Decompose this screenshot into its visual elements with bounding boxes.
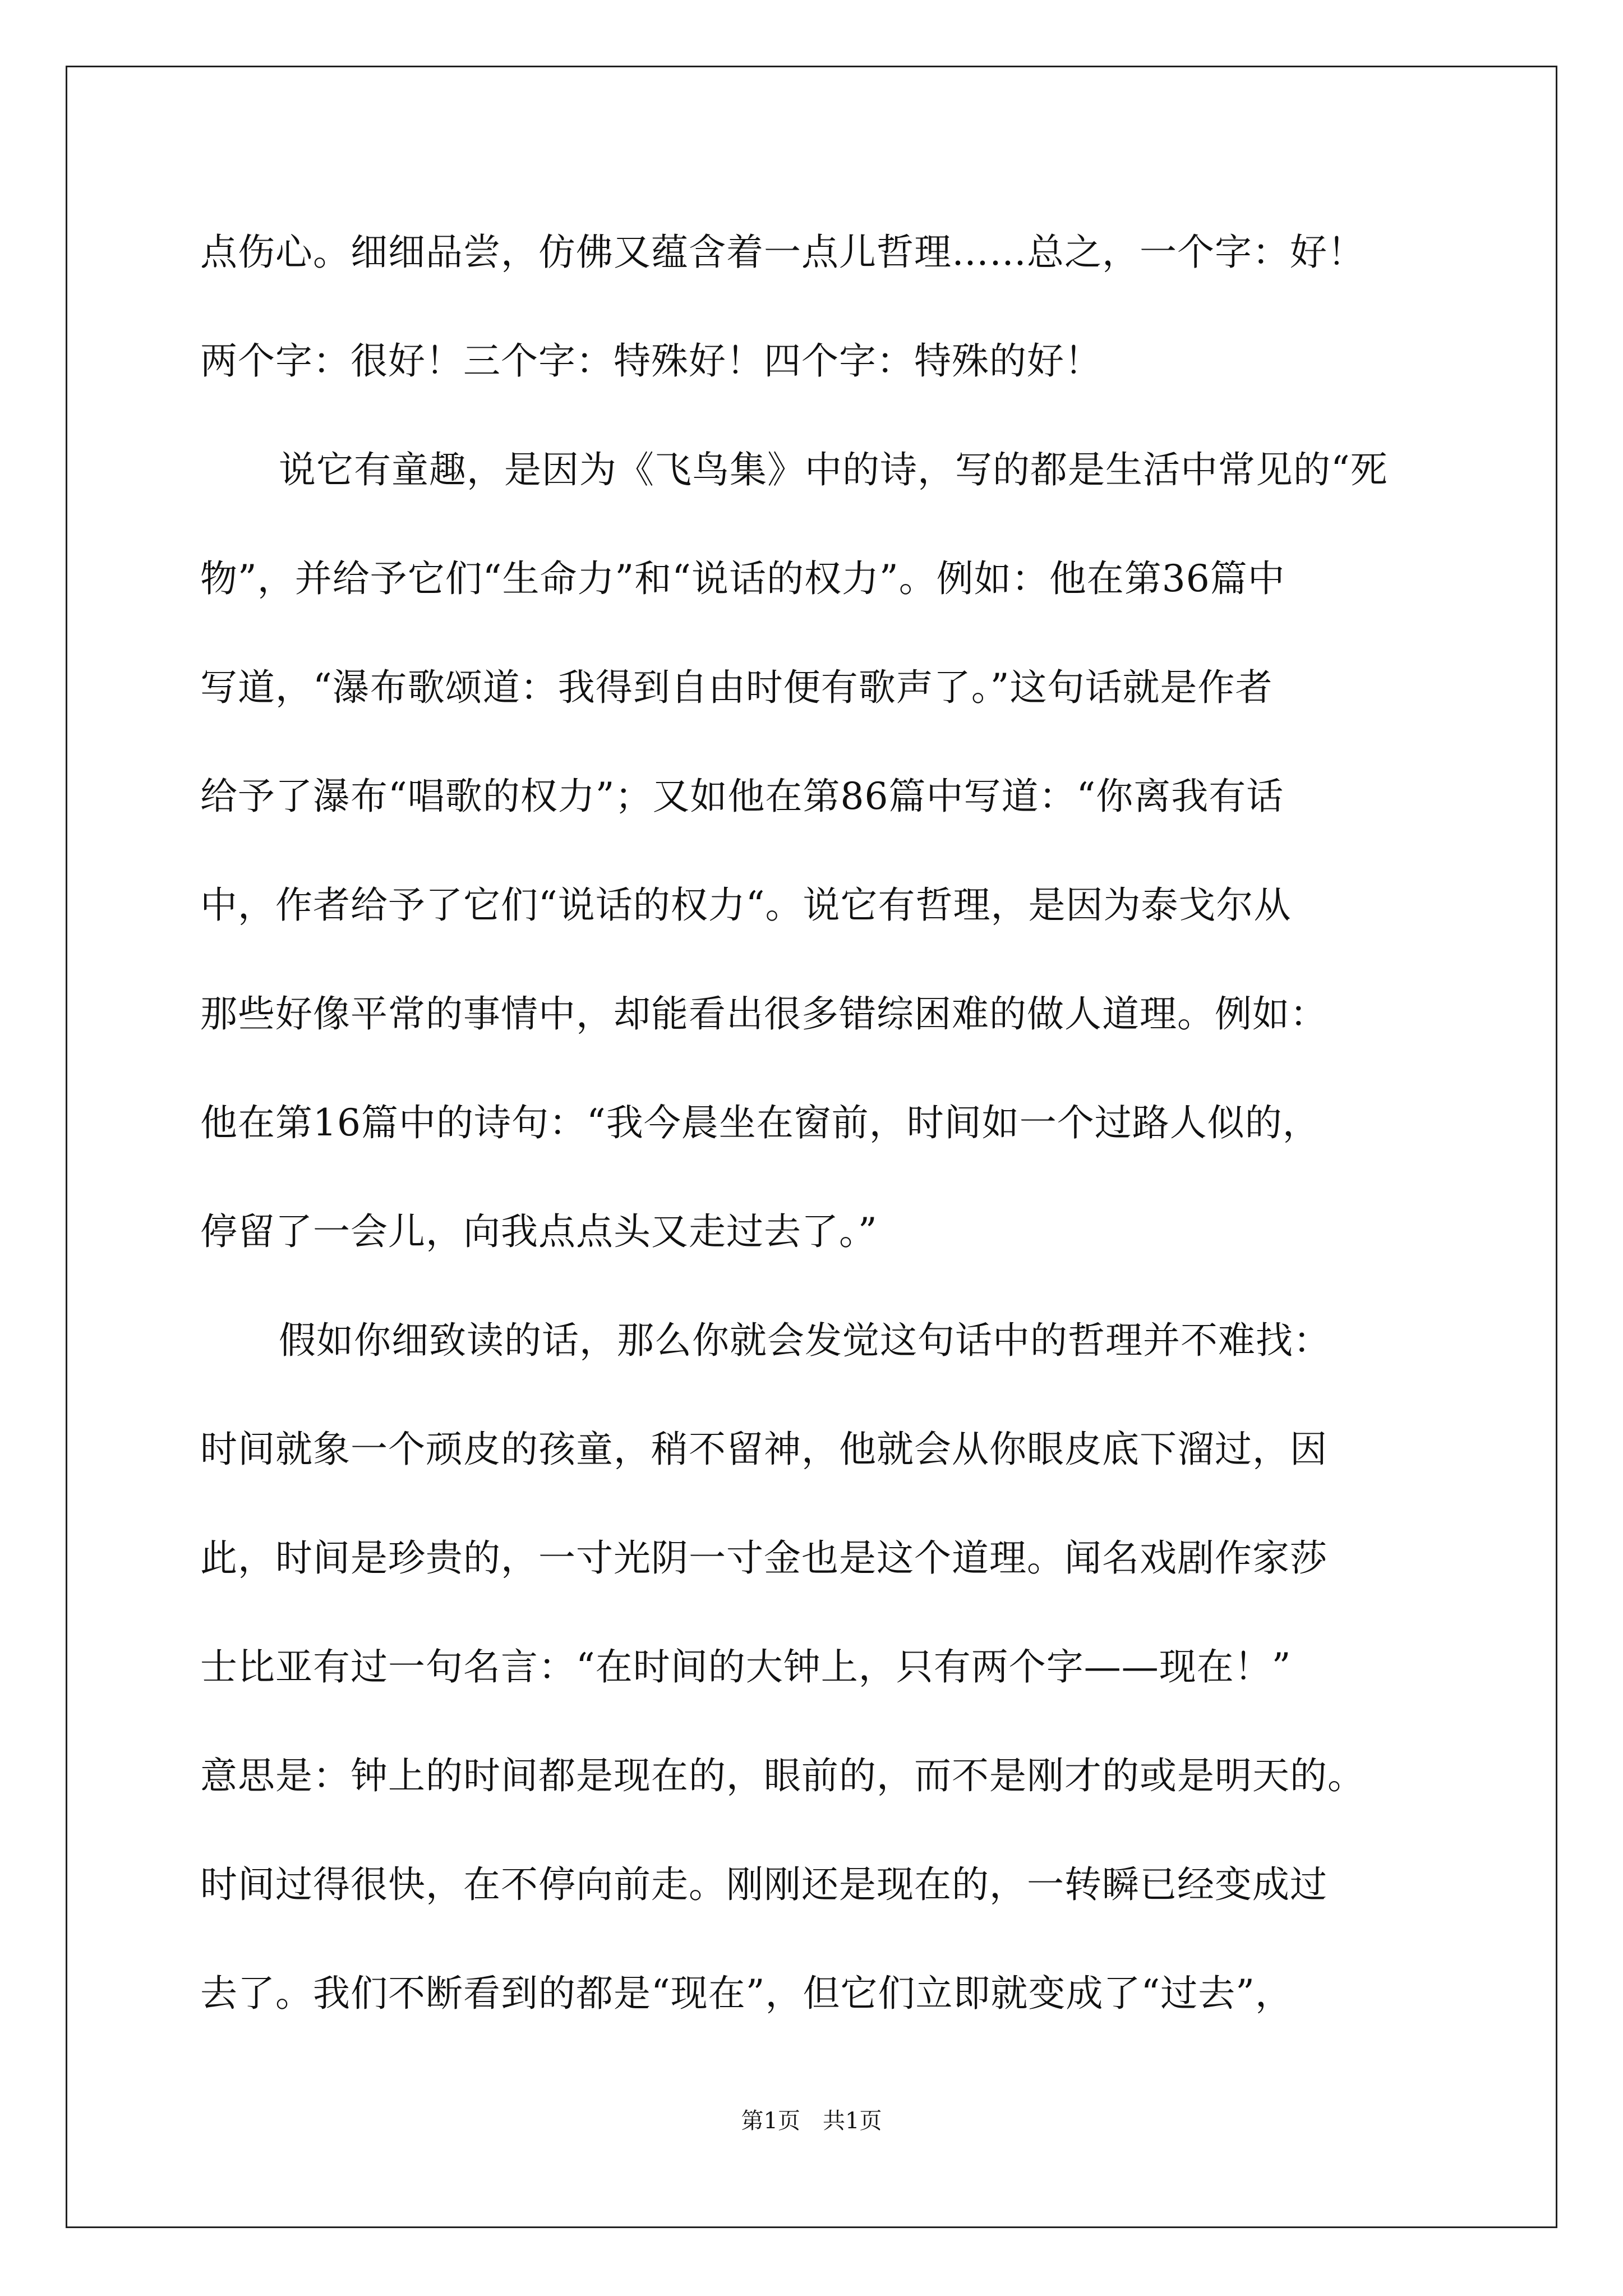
text-line-2: 两个字：很好！三个字：特殊好！四个字：特殊的好！ — [200, 339, 1102, 383]
text-line-9: 他在第16篇中的诗句：“我今晨坐在窗前，时间如一个过路人似的， — [200, 1101, 1320, 1144]
text-line-7: 中，作者给予了它们“说话的权力“。说它有哲理，是因为泰戈尔从 — [200, 884, 1292, 927]
text-line-6: 给予了瀑布“唱歌的权力”；又如他在第86篇中写道：“你离我有话 — [200, 775, 1284, 818]
text-line-1: 点伤心。细细品尝，仿佛又蕴含着一点儿哲理……总之，一个字：好！ — [200, 231, 1365, 274]
text-line-17: 去了。我们不断看到的都是“现在”，但它们立即就变成了“过去”， — [200, 1972, 1293, 2015]
text-line-14: 士比亚有过一句名言：“在时间的大钟上，只有两个字——现在！” — [200, 1645, 1292, 1688]
page-number-footer: 第1页 共1页 — [741, 2108, 882, 2134]
text-line-13: 此，时间是珍贵的，一寸光阴一寸金也是这个道理。闻名戏剧作家莎 — [200, 1536, 1327, 1580]
paragraph-2-line-1: 说它有童趣，是因为《飞鸟集》中的诗，写的都是生活中常见的“死 — [279, 448, 1388, 491]
text-line-5: 写道，“瀑布歌颂道：我得到自由时便有歌声了。”这句话就是作者 — [200, 666, 1273, 709]
text-line-15: 意思是：钟上的时间都是现在的，眼前的，而不是刚才的或是明天的。 — [200, 1754, 1365, 1797]
text-line-10: 停留了一会儿，向我点点头又走过去了。” — [200, 1210, 878, 1253]
text-line-16: 时间过得很快，在不停向前走。刚刚还是现在的，一转瞬已经变成过 — [200, 1863, 1327, 1906]
text-line-4: 物”，并给予它们“生命力”和“说话的权力”。例如：他在第36篇中 — [200, 557, 1285, 600]
paragraph-3-line-1: 假如你细致读的话，那么你就会发觉这句话中的哲理并不难找： — [279, 1319, 1331, 1362]
text-line-8: 那些好像平常的事情中，却能看出很多错综困难的做人道理。例如： — [200, 992, 1327, 1036]
text-line-12: 时间就象一个顽皮的孩童，稍不留神，他就会从你眼皮底下溜过，因 — [200, 1428, 1327, 1471]
